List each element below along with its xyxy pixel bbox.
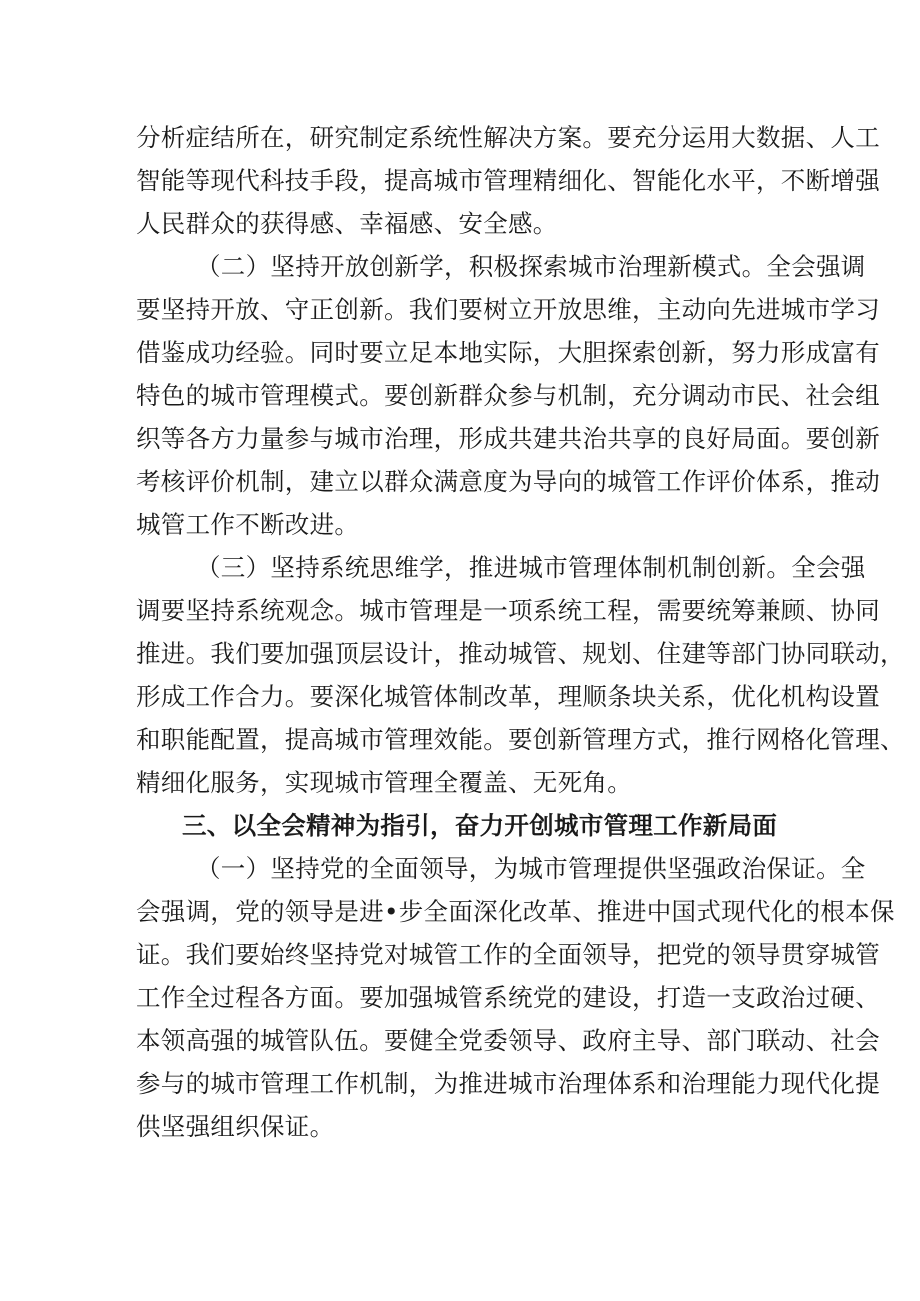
- text-line: 考核评价机制，建立以群众满意度为导向的城管工作评价体系，推动: [136, 467, 880, 496]
- text-line: 调要坚持系统观念。城市管理是一项系统工程，需要统筹兼顾、协同: [136, 596, 880, 625]
- text-line: 推进。我们要加强顶层设计，推动城管、规划、住建等部门协同联动，: [136, 639, 905, 668]
- text-line: 形成工作合力。要深化城管体制改革，理顺条块关系，优化机构设置: [136, 682, 880, 711]
- text-line: 要坚持开放、守正创新。我们要树立开放思维，主动向先进城市学习: [136, 295, 880, 324]
- text-line: 供坚强组织保证。: [136, 1112, 335, 1141]
- text-line: 和职能配置，提高城市管理效能。要创新管理方式，推行网格化管理、: [136, 725, 905, 754]
- text-line: 工作全过程各方面。要加强城管系统党的建设，打造一支政治过硬、: [136, 983, 880, 1012]
- text-line: 特色的城市管理模式。要创新群众参与机制，充分调动市民、社会组: [136, 381, 880, 410]
- text-line: 参与的城市管理工作机制，为推进城市治理体系和治理能力现代化提: [136, 1069, 880, 1098]
- text-line: 智能等现代科技手段，提高城市管理精细化、智能化水平，不断增强: [136, 166, 880, 195]
- text-line: 织等各方力量参与城市治理，形成共建共治共享的良好局面。要创新: [136, 424, 880, 453]
- text-line: （一）坚持党的全面领导，为城市管理提供坚强政治保证。全: [196, 854, 866, 883]
- text-line: （二）坚持开放创新学，积极探索城市治理新模式。全会强调: [196, 252, 866, 281]
- text-line: 人民群众的获得感、幸福感、安全感。: [136, 209, 558, 238]
- text-line: 精细化服务，实现城市管理全覆盖、无死角。: [136, 768, 632, 797]
- text-line: 城管工作不断改进。: [136, 510, 360, 539]
- text-line: 证。我们要始终坚持党对城管工作的全面领导，把党的领导贯穿城管: [136, 940, 880, 969]
- text-line: （三）坚持系统思维学，推进城市管理体制机制创新。全会强: [196, 553, 866, 582]
- text-line: 本领高强的城管队伍。要健全党委领导、政府主导、部门联动、社会: [136, 1026, 880, 1055]
- text-line: 会强调，党的领导是进•步全面深化改革、推进中国式现代化的根本保: [136, 897, 895, 926]
- text-line: 借鉴成功经验。同时要立足本地实际，大胆探索创新，努力形成富有: [136, 338, 880, 367]
- section-heading: 三、以全会精神为指引，奋力开创城市管理工作新局面: [182, 811, 778, 840]
- text-line: 分析症结所在，研究制定系统性解决方案。要充分运用大数据、人工: [136, 123, 880, 152]
